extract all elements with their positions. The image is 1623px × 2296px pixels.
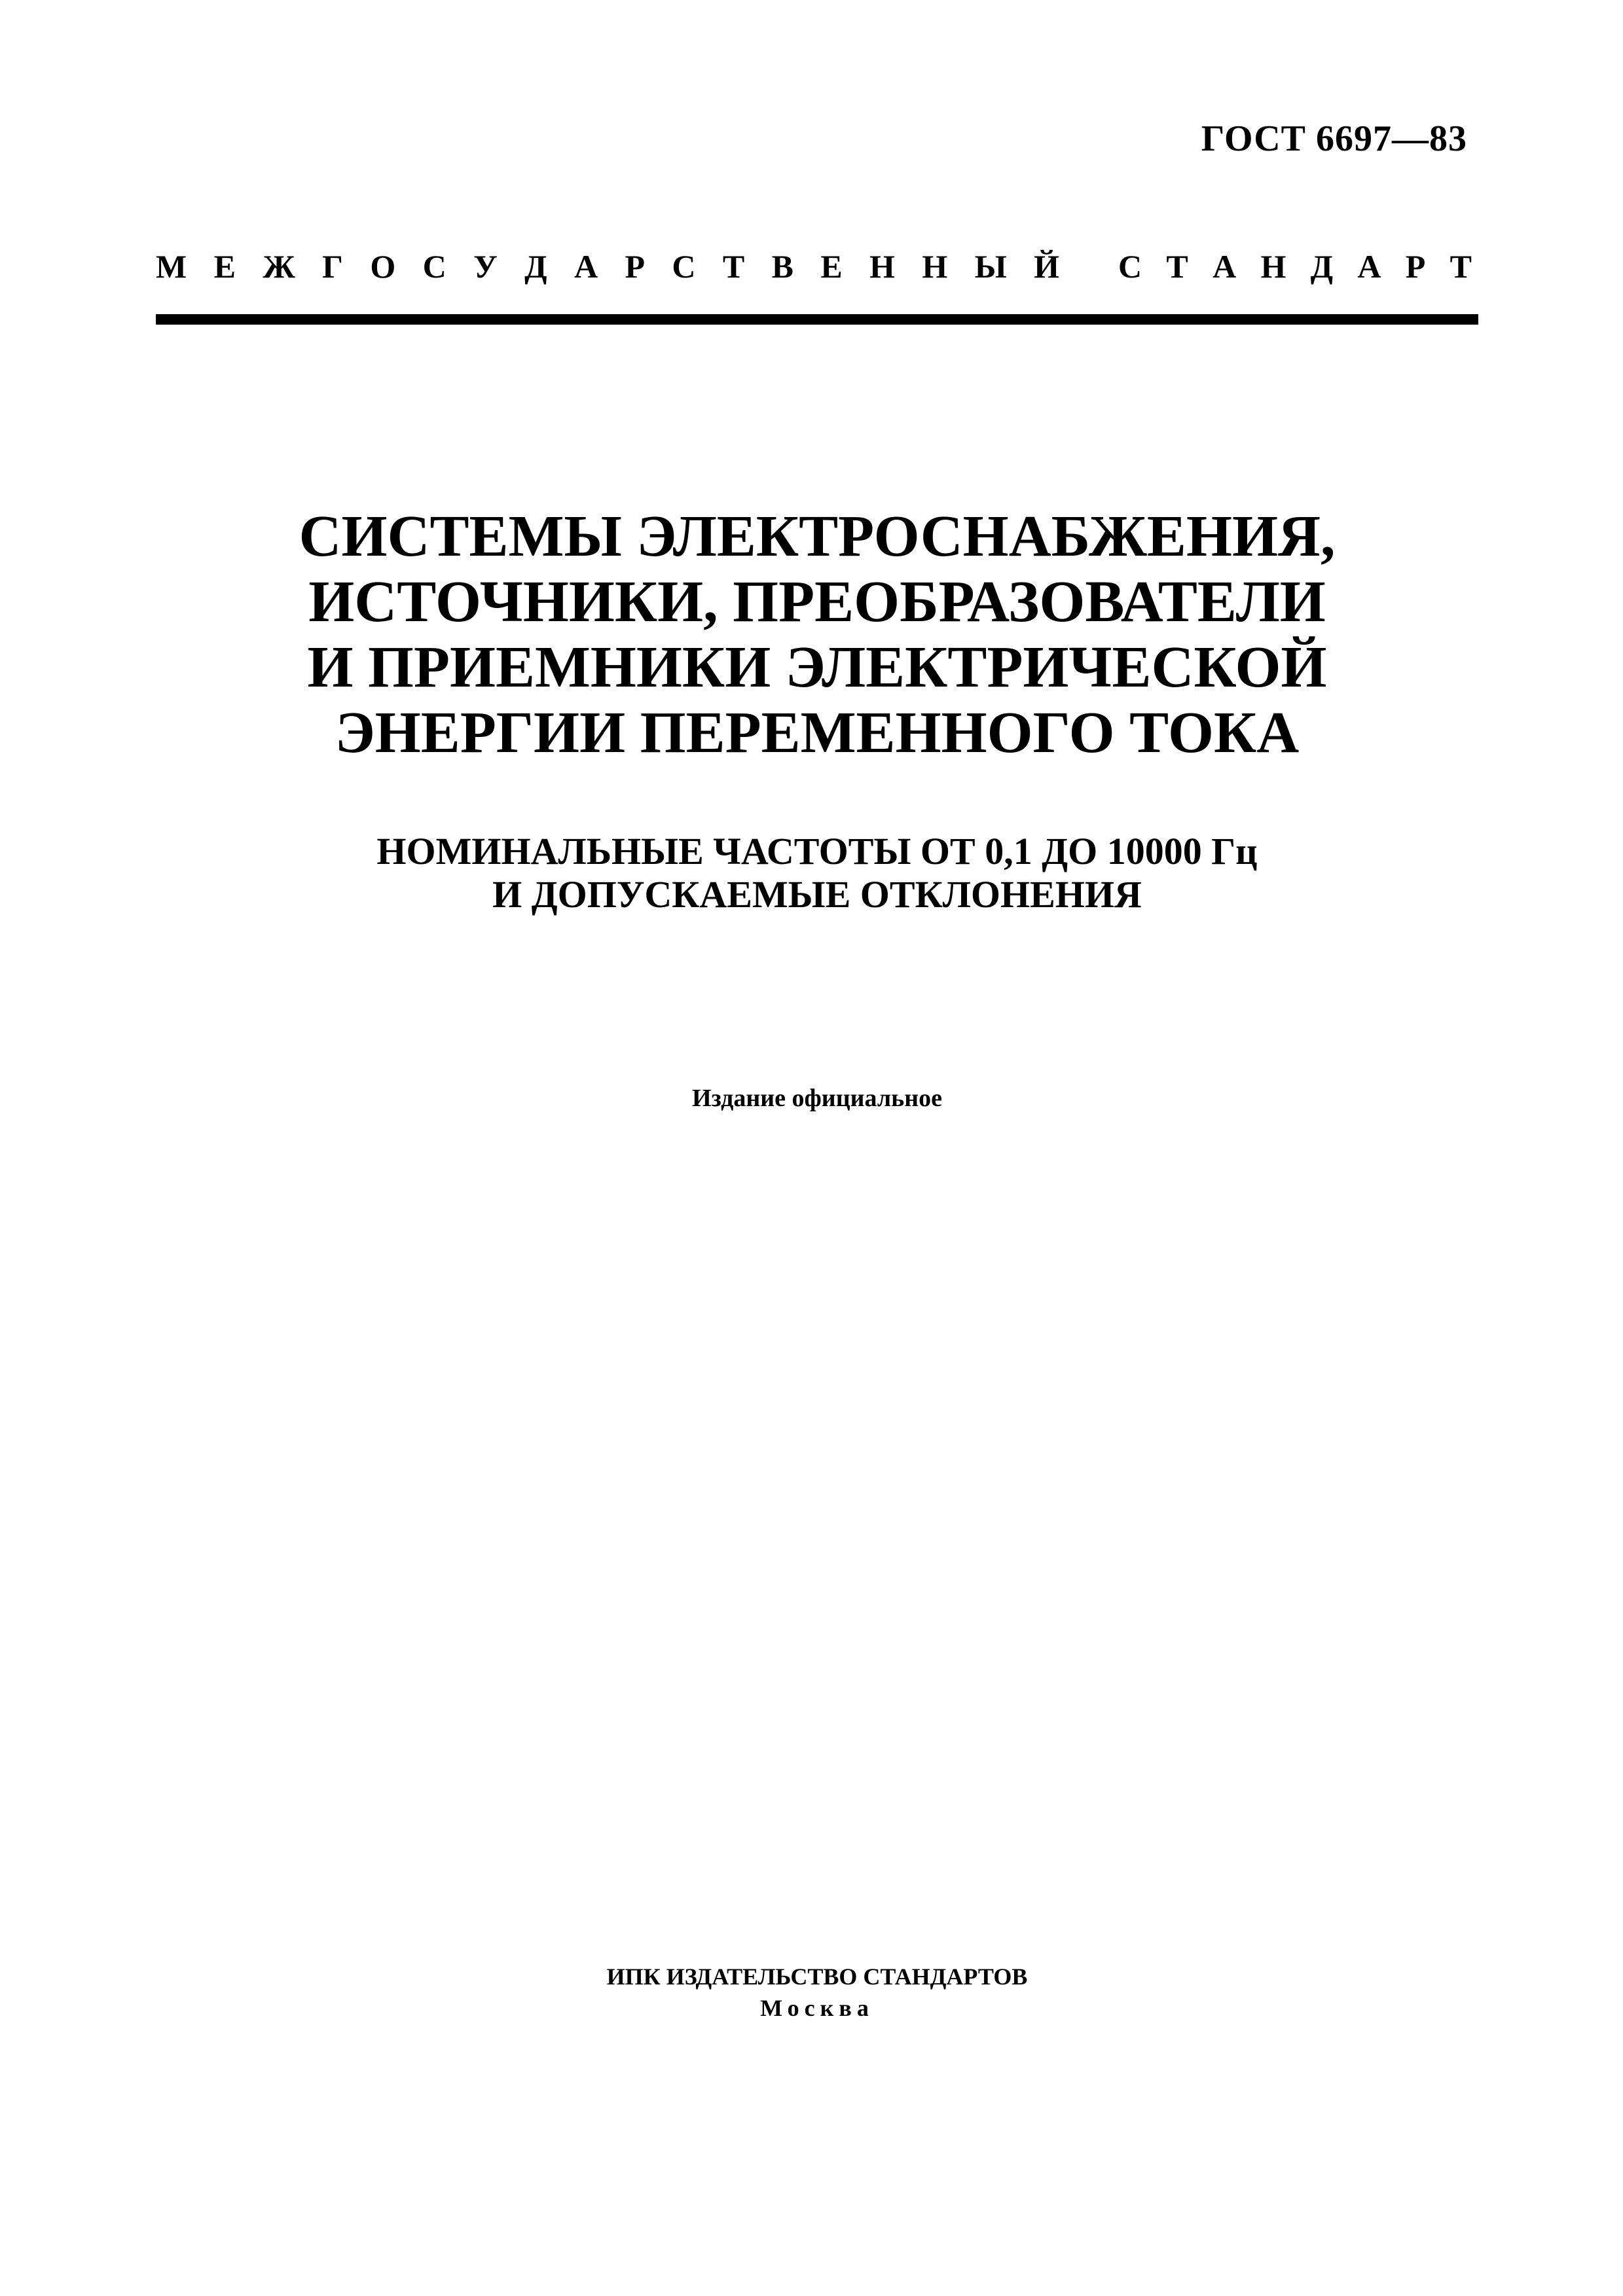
standard-type-word-1 (156, 247, 1059, 285)
standard-type-word-2 (1118, 247, 1472, 285)
heading-letter: С (422, 248, 447, 285)
main-title-line: ЭНЕРГИИ ПЕРЕМЕННОГО ТОКА (335, 700, 1300, 765)
heading-letter: С (1118, 248, 1142, 285)
main-title-line: СИСТЕМЫ ЭЛЕКТРОСНАБЖЕНИЯ, (299, 504, 1336, 569)
heading-letter: Ы (974, 248, 1007, 285)
heading-letter: Т (722, 248, 745, 285)
heading-letter: М (156, 248, 187, 285)
heading-letter: Р (1405, 248, 1426, 285)
subtitle-line: И ДОПУСКАЕМЫЕ ОТКЛОНЕНИЯ (492, 873, 1142, 916)
heading-letter: Д (1310, 248, 1334, 285)
heading-letter: Е (213, 248, 236, 285)
heading-letter: С (672, 248, 696, 285)
main-title-line: ИСТОЧНИКИ, ПРЕОБРАЗОВАТЕЛИ (308, 569, 1326, 634)
publisher-name: ИПК ИЗДАТЕЛЬСТВО СТАНДАРТОВ (606, 1964, 1028, 1990)
main-title-line: И ПРИЕМНИКИ ЭЛЕКТРИЧЕСКОЙ (307, 635, 1327, 700)
heading-letter: В (771, 248, 793, 285)
heading-letter: Н (869, 248, 895, 285)
heading-letter: Н (1260, 248, 1286, 285)
document-code: ГОСТ 6697—83 (1201, 118, 1467, 159)
heading-letter: Й (1034, 248, 1059, 285)
heading-letter: У (473, 248, 498, 285)
heading-letter: Е (820, 248, 843, 285)
heading-letter: Г (322, 248, 343, 285)
heading-letter: Т (1450, 248, 1472, 285)
heading-letter: А (1213, 248, 1237, 285)
heading-letter: Ж (263, 248, 295, 285)
heading-letter: А (574, 248, 598, 285)
publisher-city: Москва (760, 1995, 874, 2021)
edition-note: Издание официальное (691, 1085, 942, 1112)
heading-letter: Т (1166, 248, 1188, 285)
main-title (156, 504, 1478, 766)
heading-letter: О (370, 248, 396, 285)
subtitle (156, 830, 1478, 916)
heading-letter: Р (625, 248, 645, 285)
heading-letter: Н (922, 248, 948, 285)
standard-type-heading (156, 247, 1472, 285)
header-divider (156, 314, 1478, 325)
publisher-block (156, 1961, 1478, 2024)
subtitle-line: НОМИНАЛЬНЫЕ ЧАСТОТЫ ОТ 0,1 ДО 10000 Гц (376, 830, 1258, 872)
heading-letter: Д (524, 248, 547, 285)
heading-letter: А (1357, 248, 1381, 285)
